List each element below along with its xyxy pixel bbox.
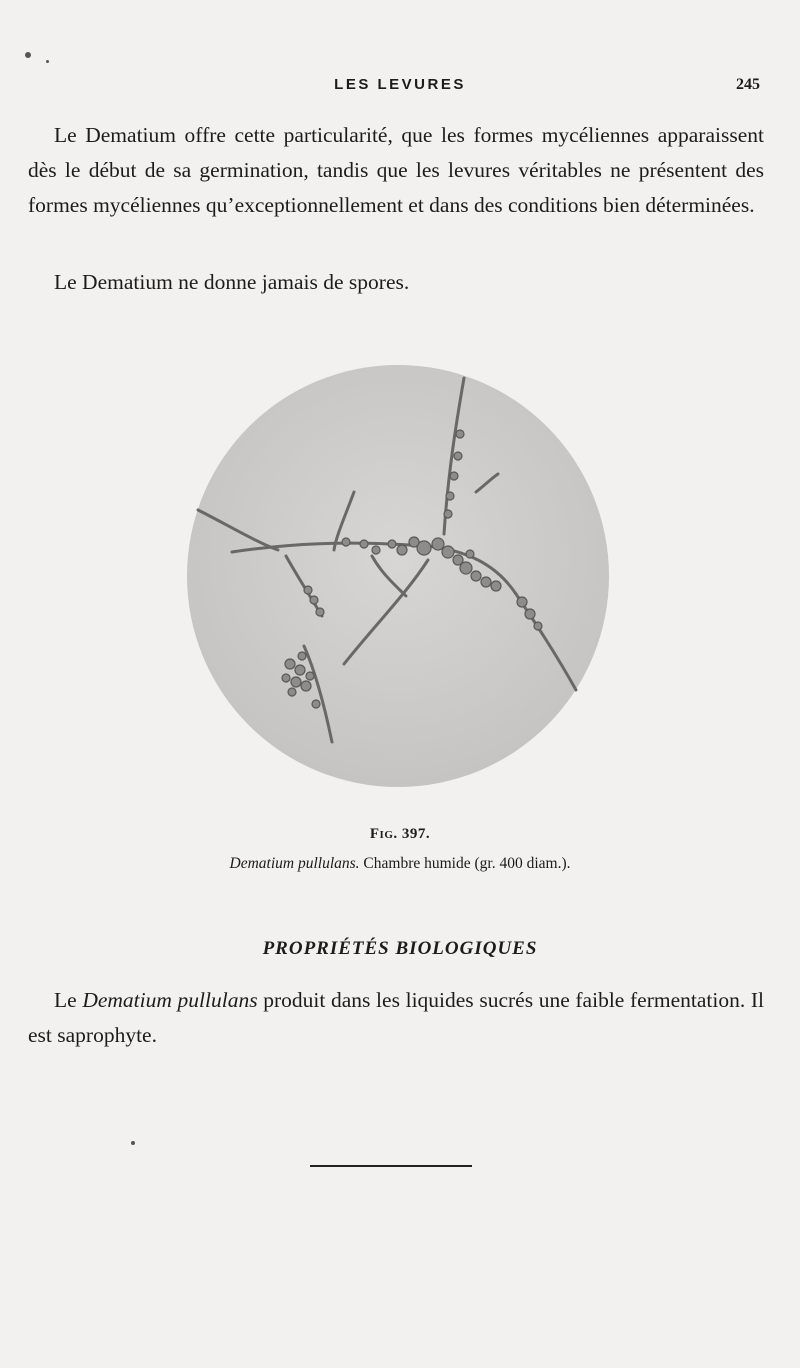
figure-caption	[0, 855, 800, 873]
microscope-field	[187, 365, 609, 787]
figure-number: Fig. 397.	[369, 826, 431, 842]
figure-caption-species: Dematium pullulans.	[229, 855, 360, 872]
paragraph-fermentation	[28, 983, 764, 1053]
paper-speck	[25, 52, 31, 58]
paragraph-no-spores: Le Dematium ne donne jamais de spores.	[54, 270, 410, 294]
micrograph-figure	[186, 364, 610, 788]
section-end-rule	[310, 1165, 472, 1167]
paragraph-dematium-mycelium: Le Dematium offre cette particularité, que les formes mycéliennes apparaissent dès le début de sa germination, tandis que les levures véritables ne présentent des formes mycéliennes qu’exceptionnellement et dans des conditions bien déterminées.	[28, 123, 764, 217]
section-heading: PROPRIÉTÉS BIOLOGIQUES	[262, 938, 538, 959]
figure-caption-detail: Chambre humide (gr. 400 diam.).	[359, 855, 571, 872]
micrograph-image	[186, 364, 610, 788]
paper-speck	[46, 60, 49, 63]
paragraph-fermentation-end: produit dans les liquides sucrés une faible fermentation. Il est saprophyte.	[28, 988, 764, 1047]
running-header-title: LES LEVURES	[334, 76, 466, 93]
paragraph-fermentation-start: Le	[54, 988, 83, 1012]
paper-speck	[131, 1141, 135, 1145]
species-name: Dematium pullulans	[82, 988, 258, 1012]
page-number: 245	[736, 76, 760, 93]
